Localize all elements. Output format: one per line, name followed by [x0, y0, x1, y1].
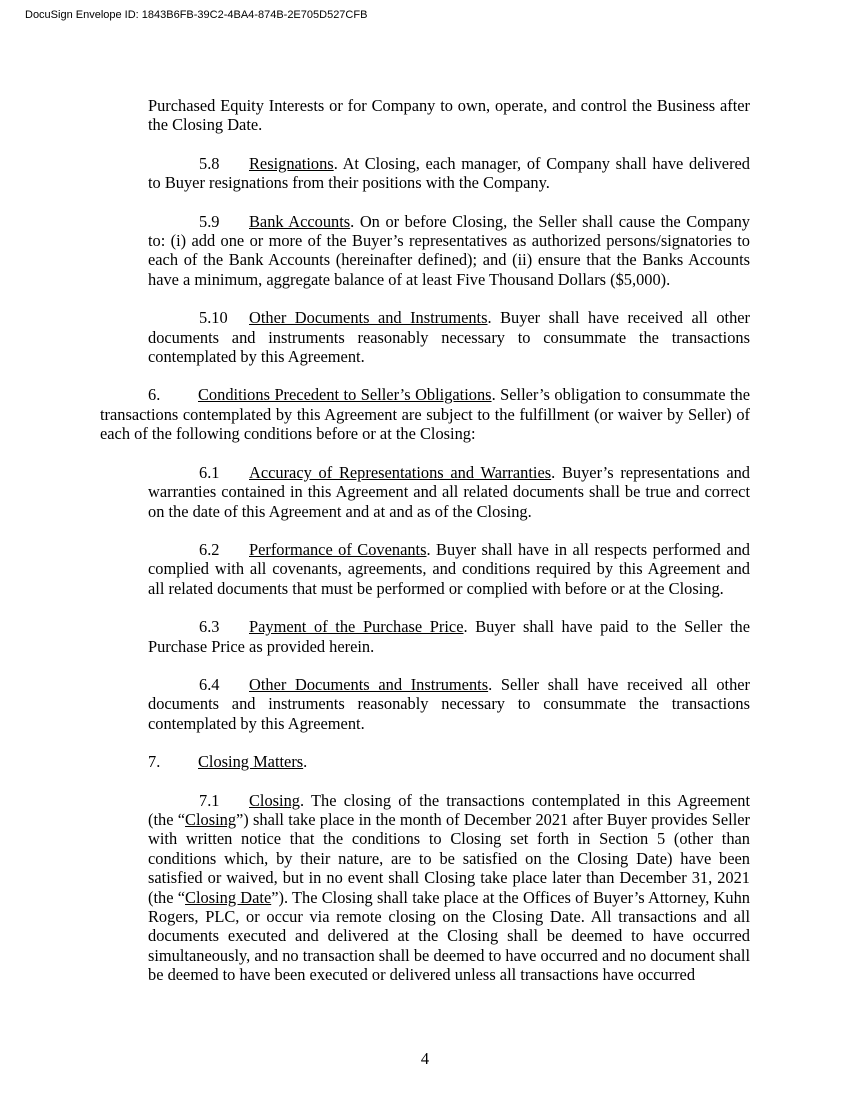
underlined-term: Other Documents and Instruments: [249, 674, 489, 694]
paragraph: [100, 385, 750, 443]
text-run: . Seller’s obligation to consummate the transactions contemplated by this Agreement are subject to the fulfillment (or waiver by Seller) of each of the following conditions before or at the Closing:: [100, 385, 750, 444]
docusign-envelope-id: DocuSign Envelope ID: 1843B6FB-39C2-4BA4-874B-2E705D527CFB: [25, 9, 368, 21]
underlined-term: Conditions Precedent to Seller’s Obligations: [198, 385, 492, 405]
section-number: 6.1: [199, 462, 220, 482]
section-number: 7.1: [199, 790, 220, 810]
section-number: 6.2: [199, 539, 220, 559]
section-number: 6.: [148, 385, 161, 405]
section-number: 7.: [148, 752, 161, 772]
text-run: ”) shall take place in the month of December 2021 after Buyer provides Seller with written notice that the conditions to Closing set forth in Section 5 (other than conditions which, by their nature, are to be satisfied on the Closing Date) have been satisfied or waived, but in no event shall Closing take place later than December 31, 2021 (the “: [148, 809, 750, 907]
underlined-term: Closing: [185, 809, 237, 829]
section-number: 5.9: [199, 211, 220, 231]
section-number: 6.4: [199, 674, 220, 694]
text-run: . At Closing, each manager, of Company shall have delivered to Buyer resignations from their positions with the Company.: [148, 153, 750, 193]
text-run: . Buyer’s representations and warranties contained in this Agreement and all related documents shall be true and correct on the date of this Agreement and at and as of the Closing.: [148, 462, 750, 521]
paragraph: [148, 463, 750, 521]
text-run: Purchased Equity Interests or for Company to own, operate, and control the Business after the Closing Date.: [148, 96, 750, 135]
underlined-term: Accuracy of Representations and Warranties: [249, 462, 552, 482]
paragraph: [148, 212, 750, 290]
text-run: .: [303, 752, 308, 772]
underlined-term: Closing: [249, 790, 301, 810]
paragraph: [148, 540, 750, 598]
text-run: . Buyer shall have paid to the Seller the Purchase Price as provided herein.: [148, 617, 750, 656]
underlined-term: Performance of Covenants: [249, 539, 427, 559]
text-run: . The closing of the transactions contemplated in this Agreement (the “: [148, 790, 750, 829]
text-run: . Seller shall have received all other documents and instruments reasonably necessary to consummate the transactions contemplated by this Agreement.: [148, 674, 750, 733]
paragraph: [148, 791, 750, 985]
underlined-term: Resignations: [249, 153, 334, 173]
paragraph: [148, 617, 750, 656]
underlined-term: Bank Accounts: [249, 211, 351, 231]
paragraph: [148, 96, 750, 135]
paragraph: [148, 308, 750, 366]
text-run: . Buyer shall have in all respects performed and complied with all covenants, agreements, and conditions required by this Agreement and all related documents that must be performed or complied with before or at the Closing.: [148, 539, 750, 598]
text-run: . Buyer shall have received all other documents and instruments reasonably necessary to consummate the transactions contemplated by this Agreement.: [148, 308, 750, 367]
text-run: . On or before Closing, the Seller shall cause the Company to: (i) add one or more of the Buyer’s representatives as authorized persons/signatories to each of the Bank Accounts (hereinafter defined); and (ii) ensure that the Banks Accounts have a minimum, aggregate balance of at least Five Thousand Dollars ($5,000).: [148, 211, 750, 289]
section-number: 5.8: [199, 153, 220, 173]
underlined-term: Payment of the Purchase Price: [249, 617, 464, 637]
paragraph: [148, 675, 750, 733]
paragraph: [100, 752, 750, 771]
underlined-term: Other Documents and Instruments: [249, 308, 488, 328]
paragraph: [148, 154, 750, 193]
section-number: 6.3: [199, 617, 220, 637]
underlined-term: Closing Date: [185, 887, 272, 907]
page-number: 4: [420, 1049, 430, 1068]
document-body: [100, 96, 750, 1004]
section-number: 5.10: [199, 308, 228, 328]
text-run: ”). The Closing shall take place at the Offices of Buyer’s Attorney, Kuhn Rogers, PLC, or occur via remote closing on the Closing Date. All transactions and all documents executed and delivered at the Closing shall be deemed to have occurred simultaneously, and no transaction shall be deemed to have occurred and no document shall be deemed to have been executed or delivered unless all transactions have occurred: [148, 887, 750, 985]
underlined-term: Closing Matters: [198, 752, 304, 772]
